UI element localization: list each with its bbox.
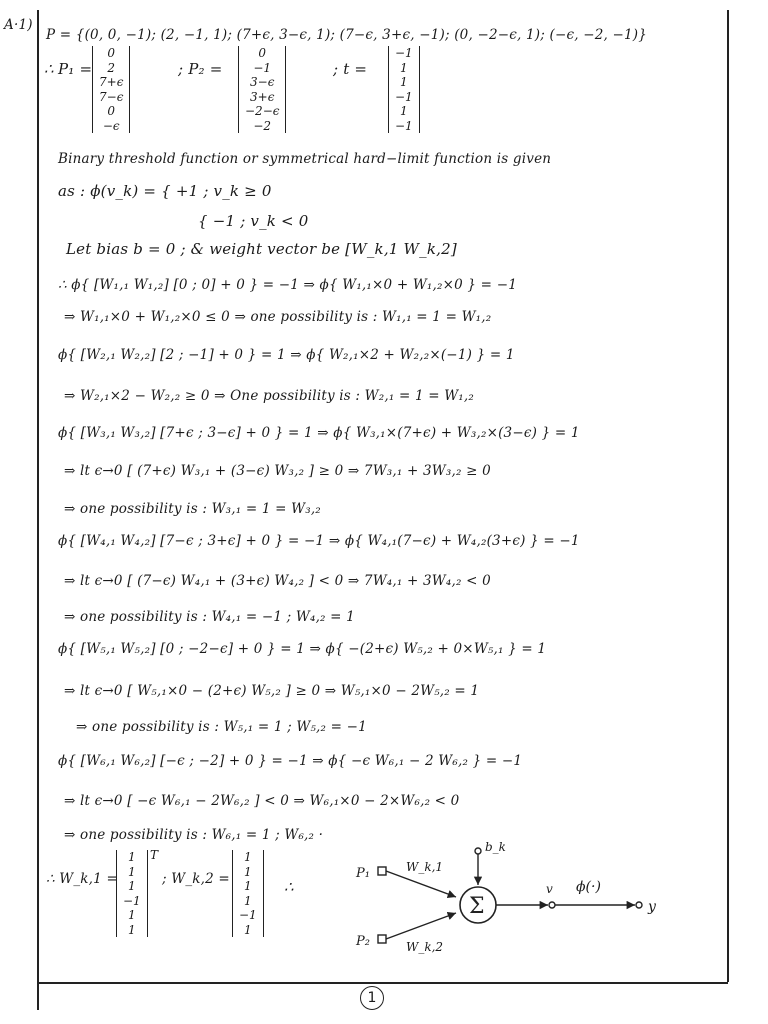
p1-input-label: P₁ xyxy=(356,866,370,881)
perceptron-diagram xyxy=(330,835,690,969)
p2-label: ; P₂ = xyxy=(178,60,223,78)
perceptron-svg xyxy=(330,835,690,965)
p2-entry: −1 xyxy=(253,60,272,75)
p2-entry: −2 xyxy=(253,118,272,133)
text-line: ⇒ one possibility is : W₆,₁ = 1 ; W₆,₂ · xyxy=(64,827,324,843)
p2-entry: −2−ϵ xyxy=(245,104,280,118)
weight-2-connection xyxy=(386,913,456,939)
wk1-entry: 1 xyxy=(128,879,136,893)
p1-entry: 2 xyxy=(107,60,116,75)
page-number: 1 xyxy=(360,986,384,1010)
text-line: ⇒ one possibility is : W₃,₁ = 1 = W₃,₂ xyxy=(64,501,321,517)
wk2-entry: −1 xyxy=(239,908,257,922)
p1-label: P₁ = xyxy=(58,60,93,78)
wk1-entry: 1 xyxy=(128,922,136,937)
therefore-dots: ∴ xyxy=(284,878,294,896)
p1-entry: 7−ϵ xyxy=(99,89,124,104)
wk2-entry: 1 xyxy=(244,922,252,937)
text-line: ⇒ one possibility is : W₄,₁ = −1 ; W₄,₂ = 1 xyxy=(64,609,355,625)
t-entry: −1 xyxy=(395,89,413,104)
t-entry: 1 xyxy=(400,104,408,118)
bias-node xyxy=(475,848,481,854)
p1-entry: 0 xyxy=(107,104,116,118)
bias-label: b_k xyxy=(485,840,506,854)
p2-entry: 3−ϵ xyxy=(250,75,275,89)
output-node xyxy=(636,902,642,908)
p1-entry: −ϵ xyxy=(102,118,120,133)
p1-matrix xyxy=(92,46,130,133)
text-line: ϕ{ [W₅,₁ W₅,₂] [0 ; −2−ϵ] + 0 } = 1 ⇒ ϕ{ −(2+ϵ) W₅,₂ + 0×W₅,₁ } = 1 xyxy=(58,641,547,657)
wk1-label: ∴ W_k,1 = xyxy=(46,871,118,887)
wk1-entry: 1 xyxy=(128,864,136,879)
weight-1-label: W_k,1 xyxy=(406,860,444,874)
p1-entry: 0 xyxy=(107,46,116,60)
margin-label: A·1) xyxy=(4,17,33,33)
text-line: ϕ{ [W₆,₁ W₆,₂] [−ϵ ; −2] + 0 } = −1 ⇒ ϕ{ −ϵ W₆,₁ − 2 W₆,₂ } = −1 xyxy=(58,753,523,769)
text-line: ⇒ lt ϵ→0 [ W₅,₁×0 − (2+ϵ) W₅,₂ ] ≥ 0 ⇒ W₅,₁×0 − 2W₅,₂ = 1 xyxy=(64,683,480,699)
weight-2-label: W_k,2 xyxy=(406,940,444,954)
right-border-line xyxy=(727,10,729,982)
wk1-entry: 1 xyxy=(128,908,136,922)
text-line: ϕ{ [W₄,₁ W₄,₂] [7−ϵ ; 3+ϵ] + 0 } = −1 ⇒ ϕ{ W₄,₁(7−ϵ) + W₄,₂(3+ϵ) } = −1 xyxy=(58,533,580,549)
p2-entry: 0 xyxy=(258,46,267,60)
therefore-symbol: ∴ xyxy=(44,60,54,78)
p2-entry: 3+ϵ xyxy=(250,89,275,104)
wk2-entry: 1 xyxy=(244,893,252,908)
text-line: ⇒ W₁,₁×0 + W₁,₂×0 ≤ 0 ⇒ one possibility is : W₁,₁ = 1 = W₁,₂ xyxy=(64,309,492,325)
activation-label: ϕ(·) xyxy=(576,879,601,895)
text-line: ⇒ lt ϵ→0 [ (7−ϵ) W₄,₁ + (3+ϵ) W₄,₂ ] < 0 ⇒ 7W₄,₁ + 3W₄,₂ < 0 xyxy=(64,573,491,589)
left-margin-line xyxy=(37,10,39,1010)
t-entry: 1 xyxy=(400,60,408,75)
set-p-definition: P = {(0, 0, −1); (2, −1, 1); (7+ϵ, 3−ϵ, 1); (7−ϵ, 3+ϵ, −1); (0, −2−ϵ, 1); (−ϵ, −2, −1)} xyxy=(46,27,648,43)
wk2-label: ; W_k,2 = xyxy=(162,871,230,887)
v-node xyxy=(549,902,555,908)
wk2-entry: 1 xyxy=(244,864,252,879)
bottom-border-line xyxy=(37,982,728,984)
transpose-mark: T xyxy=(150,848,159,862)
text-line: ⇒ lt ϵ→0 [ (7+ϵ) W₃,₁ + (3−ϵ) W₃,₂ ] ≥ 0 ⇒ 7W₃,₁ + 3W₃,₂ ≥ 0 xyxy=(64,463,491,479)
text-line: Binary threshold function or symmetrical hard−limit function is given xyxy=(58,151,552,167)
t-entry: −1 xyxy=(395,118,413,133)
wk2-entry: 1 xyxy=(244,879,252,893)
sigma-symbol: Σ xyxy=(469,894,485,919)
text-line: as : ϕ(v_k) = { +1 ; v_k ≥ 0 xyxy=(58,182,272,200)
t-label: ; t = xyxy=(333,60,368,78)
text-line: ⇒ one possibility is : W₅,₁ = 1 ; W₅,₂ = −1 xyxy=(76,719,367,735)
p2-input-label: P₂ xyxy=(356,934,370,949)
t-matrix xyxy=(388,46,420,133)
p1-entry: 7+ϵ xyxy=(99,75,124,89)
text-line: ⇒ lt ϵ→0 [ −ϵ W₆,₁ − 2W₆,₂ ] < 0 ⇒ W₆,₁×0 − 2×W₆,₂ < 0 xyxy=(64,793,460,809)
text-line: ϕ{ [W₂,₁ W₂,₂] [2 ; −1] + 0 } = 1 ⇒ ϕ{ W₂,₁×2 + W₂,₂×(−1) } = 1 xyxy=(58,347,515,363)
wk2-entry: 1 xyxy=(244,850,252,864)
weight-1-connection xyxy=(386,871,456,897)
wk1-vector xyxy=(116,850,148,937)
input-p1-node xyxy=(378,867,386,875)
text-line: Let bias b = 0 ; & weight vector be [W_k,1 W_k,2] xyxy=(66,240,457,258)
wk1-entry: −1 xyxy=(123,893,141,908)
wk1-entry: 1 xyxy=(128,850,136,864)
t-entry: −1 xyxy=(395,46,413,60)
text-line: { −1 ; v_k < 0 xyxy=(198,212,309,230)
input-p2-node xyxy=(378,935,386,943)
t-entry: 1 xyxy=(400,75,408,89)
p2-matrix xyxy=(238,46,286,133)
text-line: ϕ{ [W₃,₁ W₃,₂] [7+ϵ ; 3−ϵ] + 0 } = 1 ⇒ ϕ{ W₃,₁×(7+ϵ) + W₃,₂×(3−ϵ) } = 1 xyxy=(58,425,580,441)
wk2-vector xyxy=(232,850,264,937)
text-line: ∴ ϕ{ [W₁,₁ W₁,₂] [0 ; 0] + 0 } = −1 ⇒ ϕ{ W₁,₁×0 + W₁,₂×0 } = −1 xyxy=(58,277,517,293)
text-line: ⇒ W₂,₁×2 − W₂,₂ ≥ 0 ⇒ One possibility is : W₂,₁ = 1 = W₁,₂ xyxy=(64,388,475,404)
v-label: v xyxy=(546,882,553,896)
y-output-label: y xyxy=(648,899,656,915)
